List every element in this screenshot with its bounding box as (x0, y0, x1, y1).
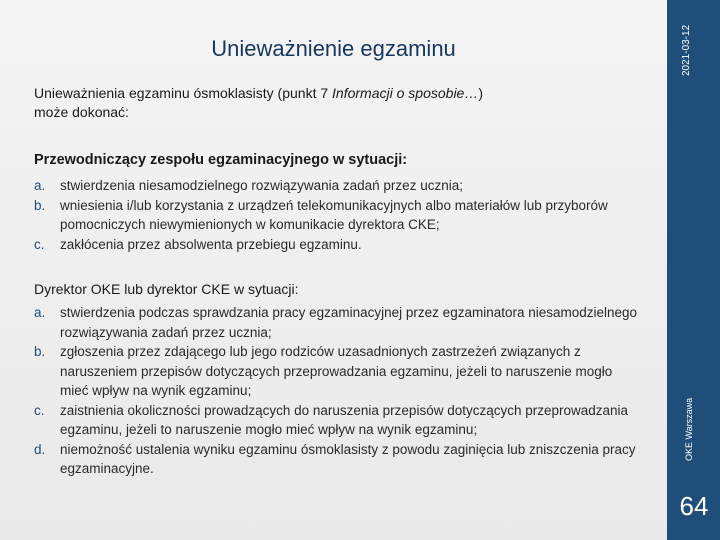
list-marker: a. (34, 178, 46, 193)
list-marker: d. (34, 441, 46, 457)
intro-line-1 (34, 84, 644, 103)
list-item (34, 235, 639, 255)
intro-line-1-end: ) (478, 85, 484, 101)
slide-title: Unieważnienie egzaminu (211, 36, 456, 61)
list-marker: a. (34, 305, 46, 320)
section1-list (34, 176, 639, 254)
intro-italic-reference: Informacji o sposobie… (332, 85, 479, 101)
date-label: 2021-03-12 (681, 24, 692, 76)
list-marker: c. (34, 402, 45, 418)
section2-list (34, 303, 639, 479)
list-item (34, 176, 639, 196)
list-item-text: zgłoszenia przez zdającego lub jego rodziców uzasadnionych zastrzeżeń związanych z naruszeniem przepisów dotyczących przeprowadzania egzaminu, jeżeli to naruszenie mogło mieć wpływ na wynik egzaminu; (60, 344, 613, 398)
organization-label: OKE Warszawa (684, 397, 694, 462)
list-marker: b. (34, 197, 46, 213)
section1-heading: Przewodniczący zespołu egzaminacyjnego w sytuacji: (34, 152, 408, 168)
intro-line-1-start: Unieważnienia egzaminu ósmoklasisty (punkt 7 (34, 85, 333, 101)
intro-line-2: może dokonać: (34, 104, 129, 120)
list-item (34, 303, 639, 342)
list-item (34, 196, 639, 235)
list-item-text: stwierdzenia podczas sprawdzania pracy egzaminacyjnej przez egzaminatora niesamodzielnego rozwiązywania zadań przez ucznia; (60, 305, 638, 340)
list-item-text: zakłócenia przez absolwenta przebiegu egzaminu. (60, 236, 362, 252)
list-item-text: niemożność ustalenia wyniku egzaminu ósmoklasisty z powodu zaginięcia lub zniszczenia pracy egzaminacyjne. (60, 441, 636, 476)
list-item (34, 342, 639, 401)
list-marker: b. (34, 344, 46, 359)
list-marker: c. (34, 236, 45, 252)
intro-text (34, 84, 644, 122)
list-item-text: stwierdzenia niesamodzielnego rozwiązywania zadań przez ucznia; (60, 178, 463, 193)
list-item-text: wniesienia i/lub korzystania z urządzeń telekomunikacyjnych albo materiałów lub przyborów pomocniczych niewymienionych w komunikacie dyrektora CKE; (60, 197, 608, 232)
list-item-text: zaistnienia okoliczności prowadzących do naruszenia przepisów dotyczących przeprowadzania egzaminu, jeżeli to naruszenie mogło mieć wpływ na wynik egzaminu; (60, 402, 629, 437)
list-item (34, 440, 639, 479)
section2-heading: Dyrektor OKE lub dyrektor CKE w sytuacji: (34, 281, 299, 297)
list-item (34, 401, 639, 440)
page-number: 64 (679, 491, 709, 521)
